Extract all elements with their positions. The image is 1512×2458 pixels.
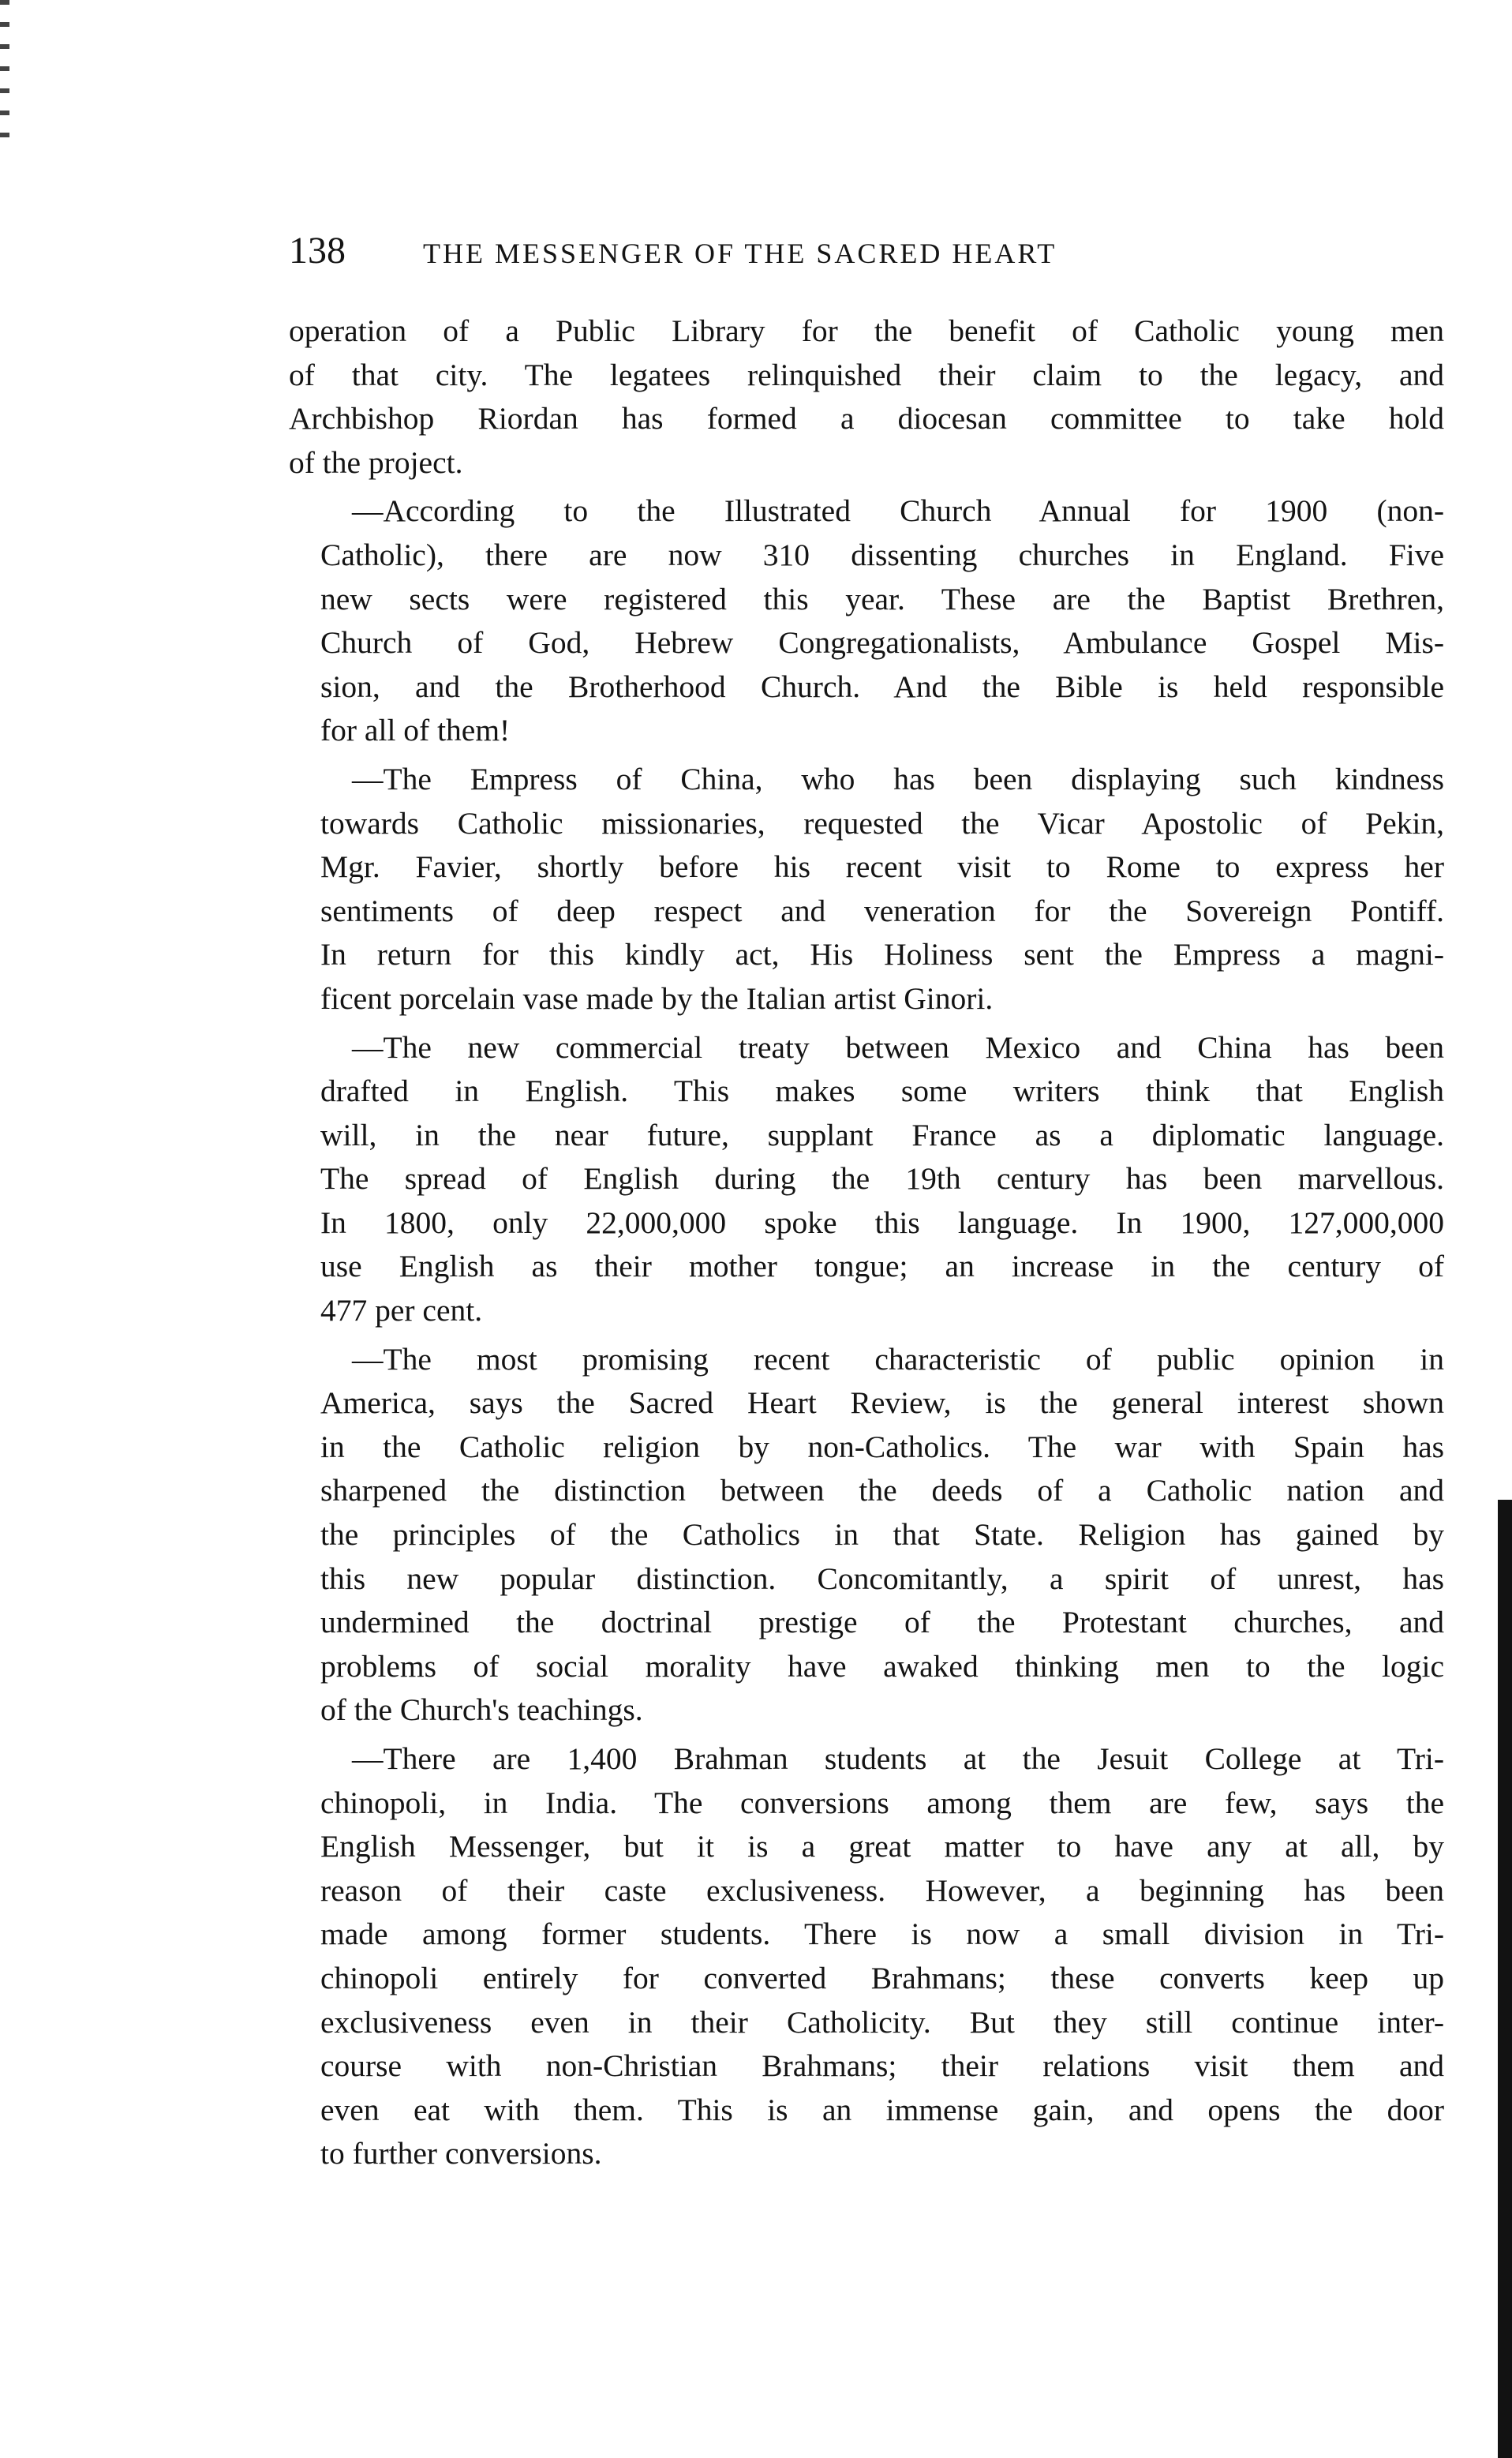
text-line: of the Church's teachings. bbox=[320, 1692, 643, 1728]
text-line: will, in the near future, supplant France as a diplomatic language. bbox=[320, 1117, 1444, 1152]
text-line: ficent porcelain vase made by the Italian artist Ginori. bbox=[320, 980, 994, 1016]
text-line: to further conversions. bbox=[320, 2136, 602, 2171]
text-line: Catholic), there are now 310 dissenting churches in England. Five bbox=[320, 537, 1444, 572]
text-line: —The most promising recent characteristic of public opinion in bbox=[352, 1341, 1444, 1377]
text-line: sion, and the Brotherhood Church. And the Bible is held responsible bbox=[320, 669, 1444, 704]
text-line: of that city. The legatees relinquished their claim to the legacy, and bbox=[289, 357, 1444, 392]
text-line: —There are 1,400 Brahman students at the Jesuit College at Tri- bbox=[352, 1741, 1444, 1776]
text-line: The spread of English during the 19th century has been marvellous. bbox=[320, 1161, 1444, 1197]
text-line: use English as their mother tongue; an increase in the century of bbox=[320, 1249, 1444, 1284]
paragraph bbox=[289, 1338, 1444, 1733]
text-line: In 1800, only 22,000,000 spoke this language. In 1900, 127,000,000 bbox=[320, 1205, 1444, 1240]
paragraph bbox=[289, 489, 1444, 753]
scan-page-edge bbox=[1498, 1500, 1512, 2458]
text-line: in the Catholic religion by non-Catholics. The war with Spain has bbox=[320, 1429, 1444, 1464]
text-line: chinopoli, in India. The conversions among them are few, says the bbox=[320, 1785, 1444, 1820]
text-line: —According to the Illustrated Church Annual for 1900 (non- bbox=[352, 493, 1444, 529]
text-line: drafted in English. This makes some writers think that English bbox=[320, 1074, 1444, 1109]
text-line: the principles of the Catholics in that State. Religion has gained by bbox=[320, 1517, 1444, 1553]
text-line: sharpened the distinction between the deeds of a Catholic nation and bbox=[320, 1473, 1444, 1508]
page-header bbox=[289, 229, 1299, 284]
text-line: —The Empress of China, who has been displaying such kindness bbox=[352, 761, 1444, 796]
text-line: chinopoli entirely for converted Brahmans; these converts keep up bbox=[320, 1960, 1444, 1995]
text-line: even eat with them. This is an immense gain, and opens the door bbox=[320, 2092, 1444, 2127]
text-line: problems of social morality have awaked thinking men to the logic bbox=[320, 1648, 1444, 1684]
text-line: Archbishop Riordan has formed a diocesan committee to take hold bbox=[289, 401, 1444, 437]
running-title: THE MESSENGER OF THE SACRED HEART bbox=[423, 238, 1057, 269]
text-line: sentiments of deep respect and veneration for the Sovereign Pontiff. bbox=[320, 893, 1444, 928]
text-line: English Messenger, but it is a great matter to have any at all, by bbox=[320, 1829, 1444, 1864]
text-line: made among former students. There is now a small division in Tri- bbox=[320, 1917, 1444, 1952]
text-line: towards Catholic missionaries, requested the Vicar Apostolic of Pekin, bbox=[320, 805, 1444, 841]
article-body bbox=[289, 309, 1444, 2181]
text-line: course with non-Christian Brahmans; their relations visit them and bbox=[320, 2048, 1444, 2084]
paragraph bbox=[289, 1026, 1444, 1333]
text-line: In return for this kindly act, His Holiness sent the Empress a magni- bbox=[320, 937, 1444, 972]
text-line: Church of God, Hebrew Congregationalists, Ambulance Gospel Mis- bbox=[320, 625, 1444, 661]
text-line: operation of a Public Library for the benefit of Catholic young men bbox=[289, 313, 1444, 348]
text-line: exclusiveness even in their Catholicity. But they still continue inter- bbox=[320, 2004, 1444, 2040]
text-line: Mgr. Favier, shortly before his recent visit to Rome to express her bbox=[320, 849, 1444, 885]
text-line: for all of them! bbox=[320, 713, 511, 748]
text-line: reason of their caste exclusiveness. However, a beginning has been bbox=[320, 1872, 1444, 1908]
text-line: America, says the Sacred Heart Review, is the general interest shown bbox=[320, 1385, 1444, 1421]
paragraph bbox=[289, 758, 1444, 1021]
text-line: this new popular distinction. Concomitantly, a spirit of unrest, has bbox=[320, 1561, 1444, 1596]
page-number: 138 bbox=[289, 230, 346, 272]
text-line: new sects were registered this year. These are the Baptist Brethren, bbox=[320, 581, 1444, 616]
paragraph bbox=[289, 1737, 1444, 2176]
paragraph bbox=[289, 309, 1444, 485]
text-line: —The new commercial treaty between Mexico and China has been bbox=[352, 1029, 1444, 1065]
text-line: of the project. bbox=[289, 444, 463, 480]
text-line: undermined the doctrinal prestige of the Protestant churches, and bbox=[320, 1605, 1444, 1640]
text-line: 477 per cent. bbox=[320, 1293, 483, 1328]
scan-edge-marks bbox=[0, 0, 9, 142]
